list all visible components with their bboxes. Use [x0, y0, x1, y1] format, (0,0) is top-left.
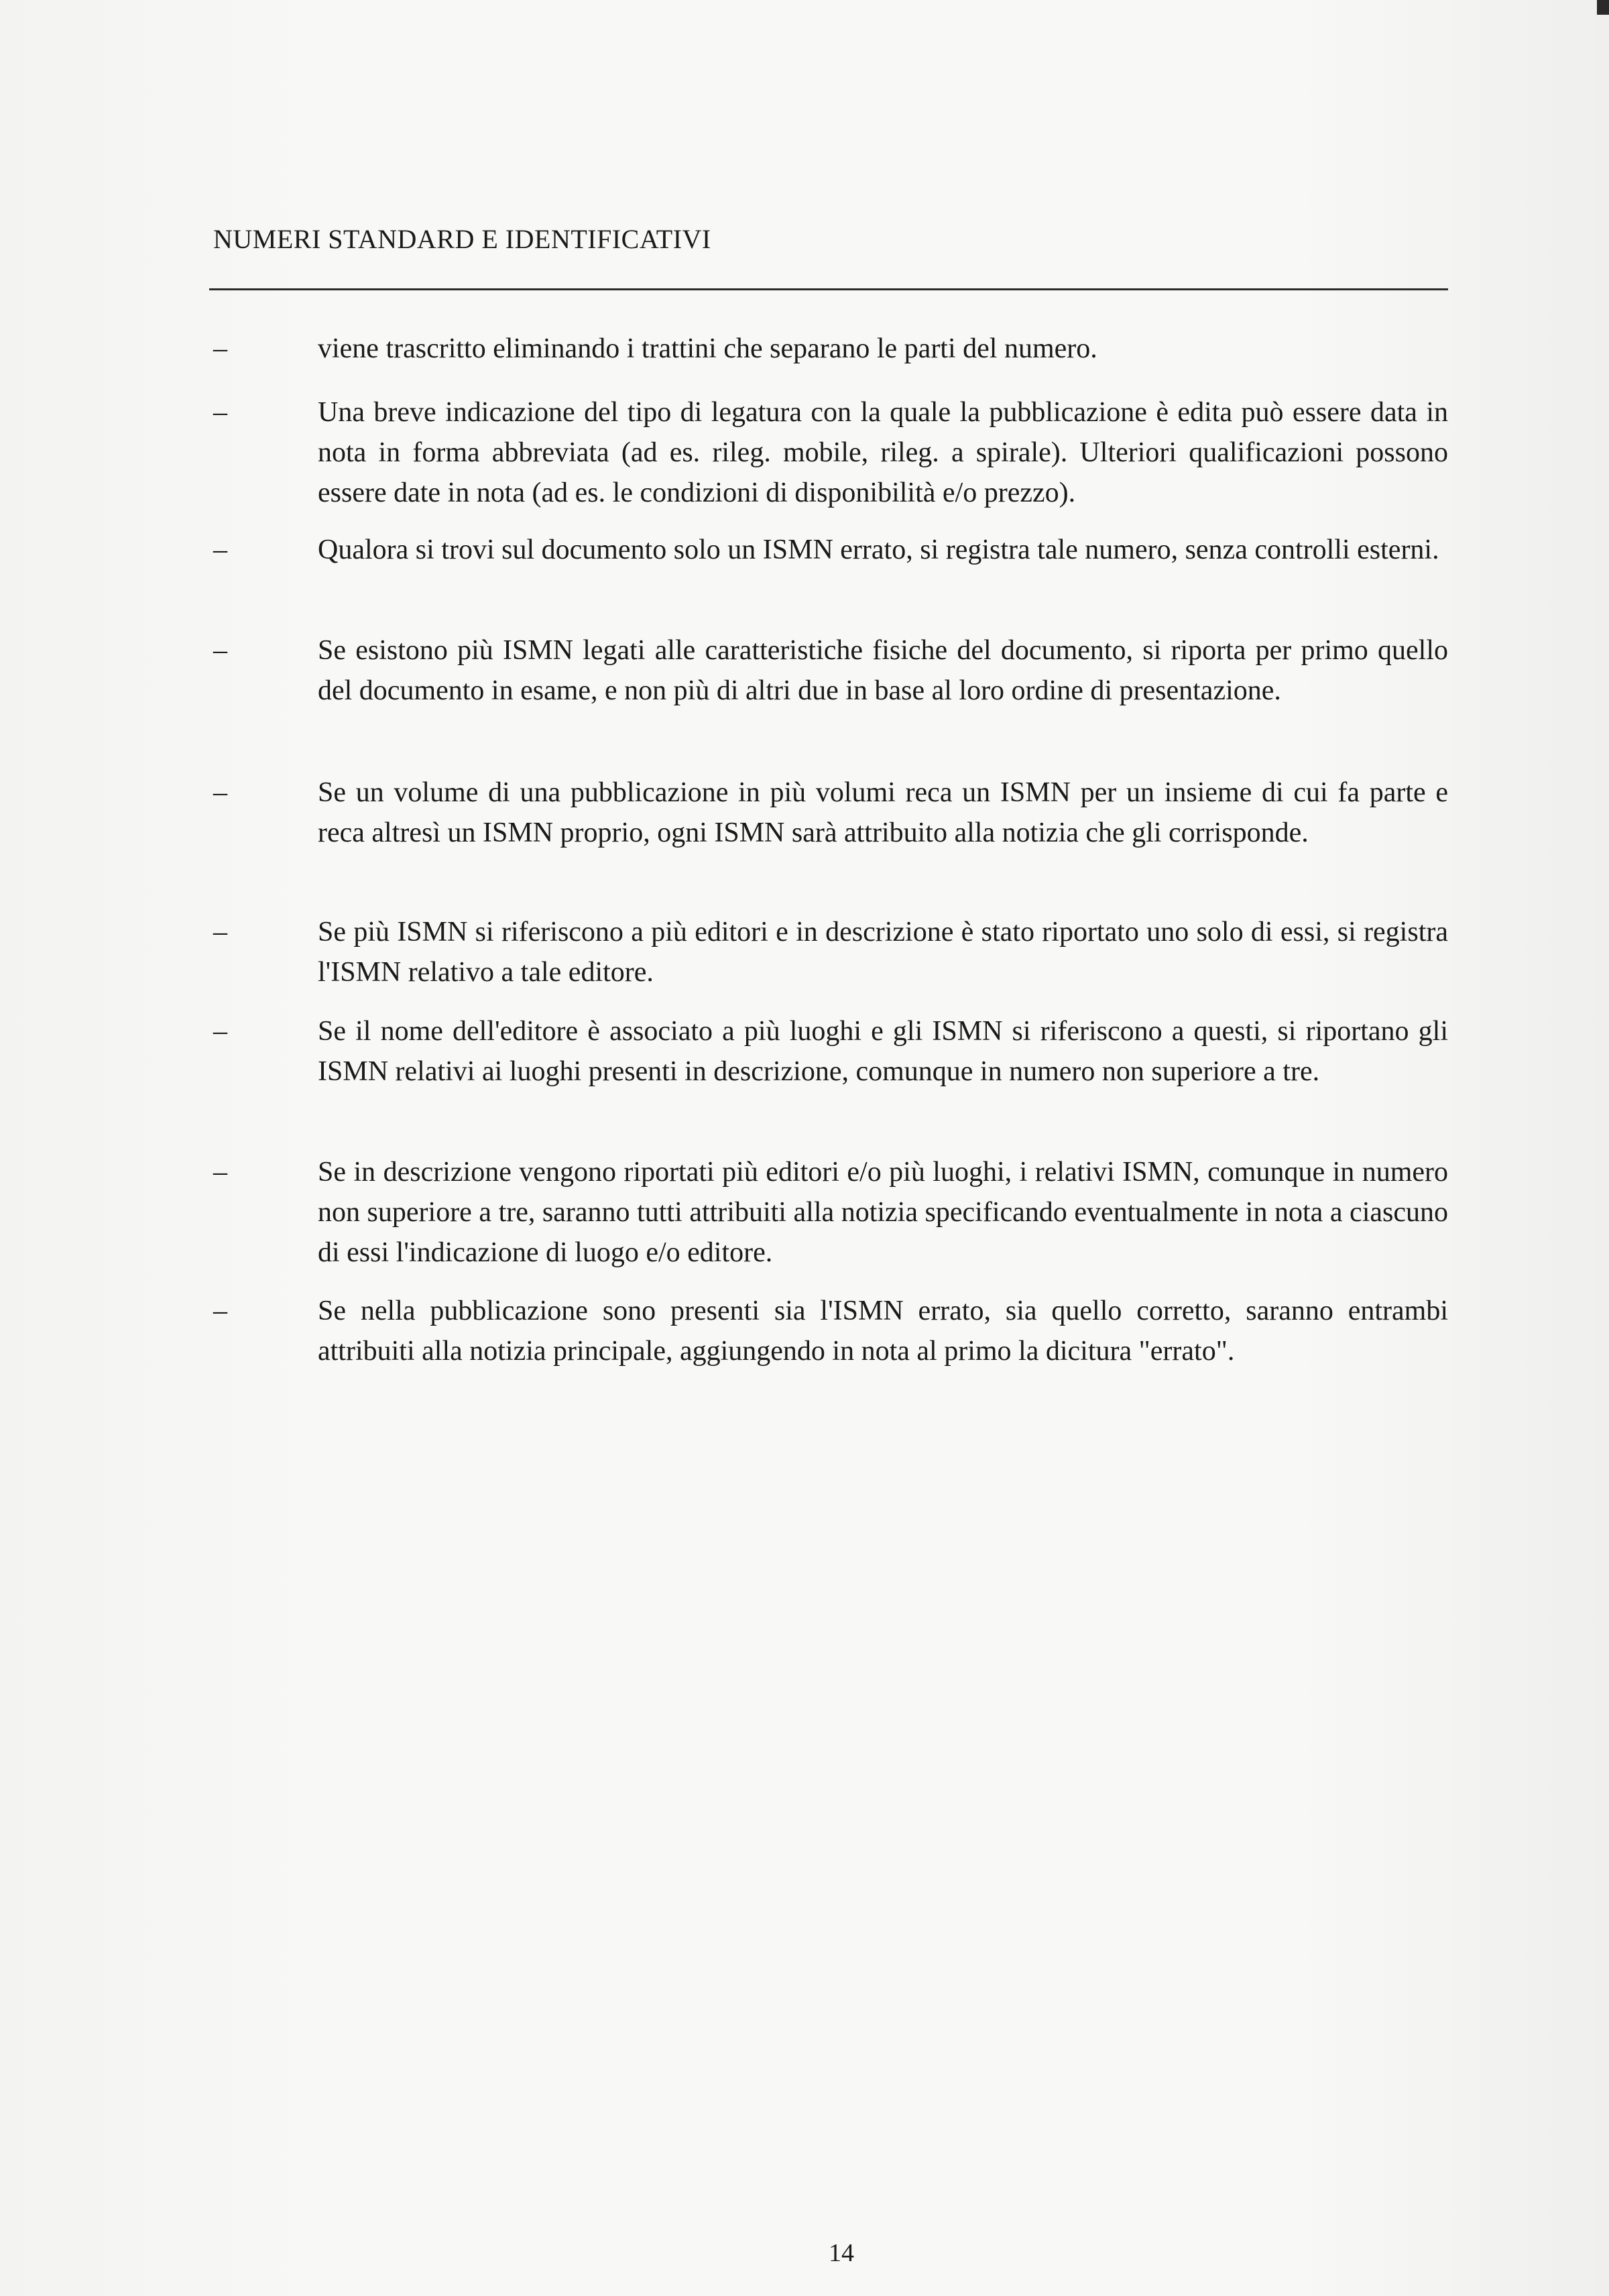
list-item-text: Se esistono più ISMN legati alle caratteristiche fisiche del documento, si riporta per primo quello del documento in esame, e non più di altri due in base al loro ordine di presentazione.: [318, 635, 1448, 706]
running-title: NUMERI STANDARD E IDENTIFICATIVI: [213, 224, 711, 254]
list-item-text: Se in descrizione vengono riportati più editori e/o più luoghi, i relativi ISMN, comunque in numero non superiore a tre, saranno tutti attribuiti alla notizia specificando eventualmente in nota a ciascuno di essi l'indicazione di luogo e/o editore.: [318, 1157, 1448, 1268]
list-dash: –: [213, 635, 227, 666]
list-item-text: Se più ISMN si riferiscono a più editori e in descrizione è stato riportato uno solo di essi, si registra l'ISMN relativo a tale editore.: [318, 917, 1448, 988]
list-item-text: Se nella pubblicazione sono presenti sia l'ISMN errato, sia quello corretto, saranno entrambi attribuiti alla notizia principale, aggiungendo in nota al primo la dicitura "errato".: [318, 1296, 1448, 1367]
list-dash: –: [213, 777, 227, 808]
list-dash: –: [213, 1296, 227, 1326]
list-item-text: Qualora si trovi sul documento solo un ISMN errato, si registra tale numero, senza controlli esterni.: [318, 534, 1439, 565]
list-dash: –: [213, 333, 227, 364]
list-item-text: Se il nome dell'editore è associato a più luoghi e gli ISMN si riferiscono a questi, si riportano gli ISMN relativi ai luoghi presenti in descrizione, comunque in numero non superiore a tre.: [318, 1016, 1448, 1087]
list-dash: –: [213, 1157, 227, 1188]
list-dash: –: [213, 397, 227, 428]
list-item-text: Una breve indicazione del tipo di legatura con la quale la pubblicazione è edita può essere data in nota in forma abbreviata (ad es. rileg. mobile, rileg. a spirale). Ulteriori qualificazioni possono essere date in nota (ad es. le condizioni di disponibilità e/o prezzo).: [318, 397, 1448, 508]
list-dash: –: [213, 917, 227, 948]
page-number: 14: [829, 2239, 854, 2267]
list-item-text: viene trascritto eliminando i trattini che separano le parti del numero.: [318, 333, 1097, 364]
scan-edge-mark: [1597, 0, 1609, 15]
list-item-text: Se un volume di una pubblicazione in più volumi reca un ISMN per un insieme di cui fa parte e reca altresì un ISMN proprio, ogni ISMN sarà attribuito alla notizia che gli corrisponde.: [318, 777, 1448, 848]
list-dash: –: [213, 534, 227, 565]
header-rule: [209, 288, 1448, 290]
list-dash: –: [213, 1016, 227, 1047]
